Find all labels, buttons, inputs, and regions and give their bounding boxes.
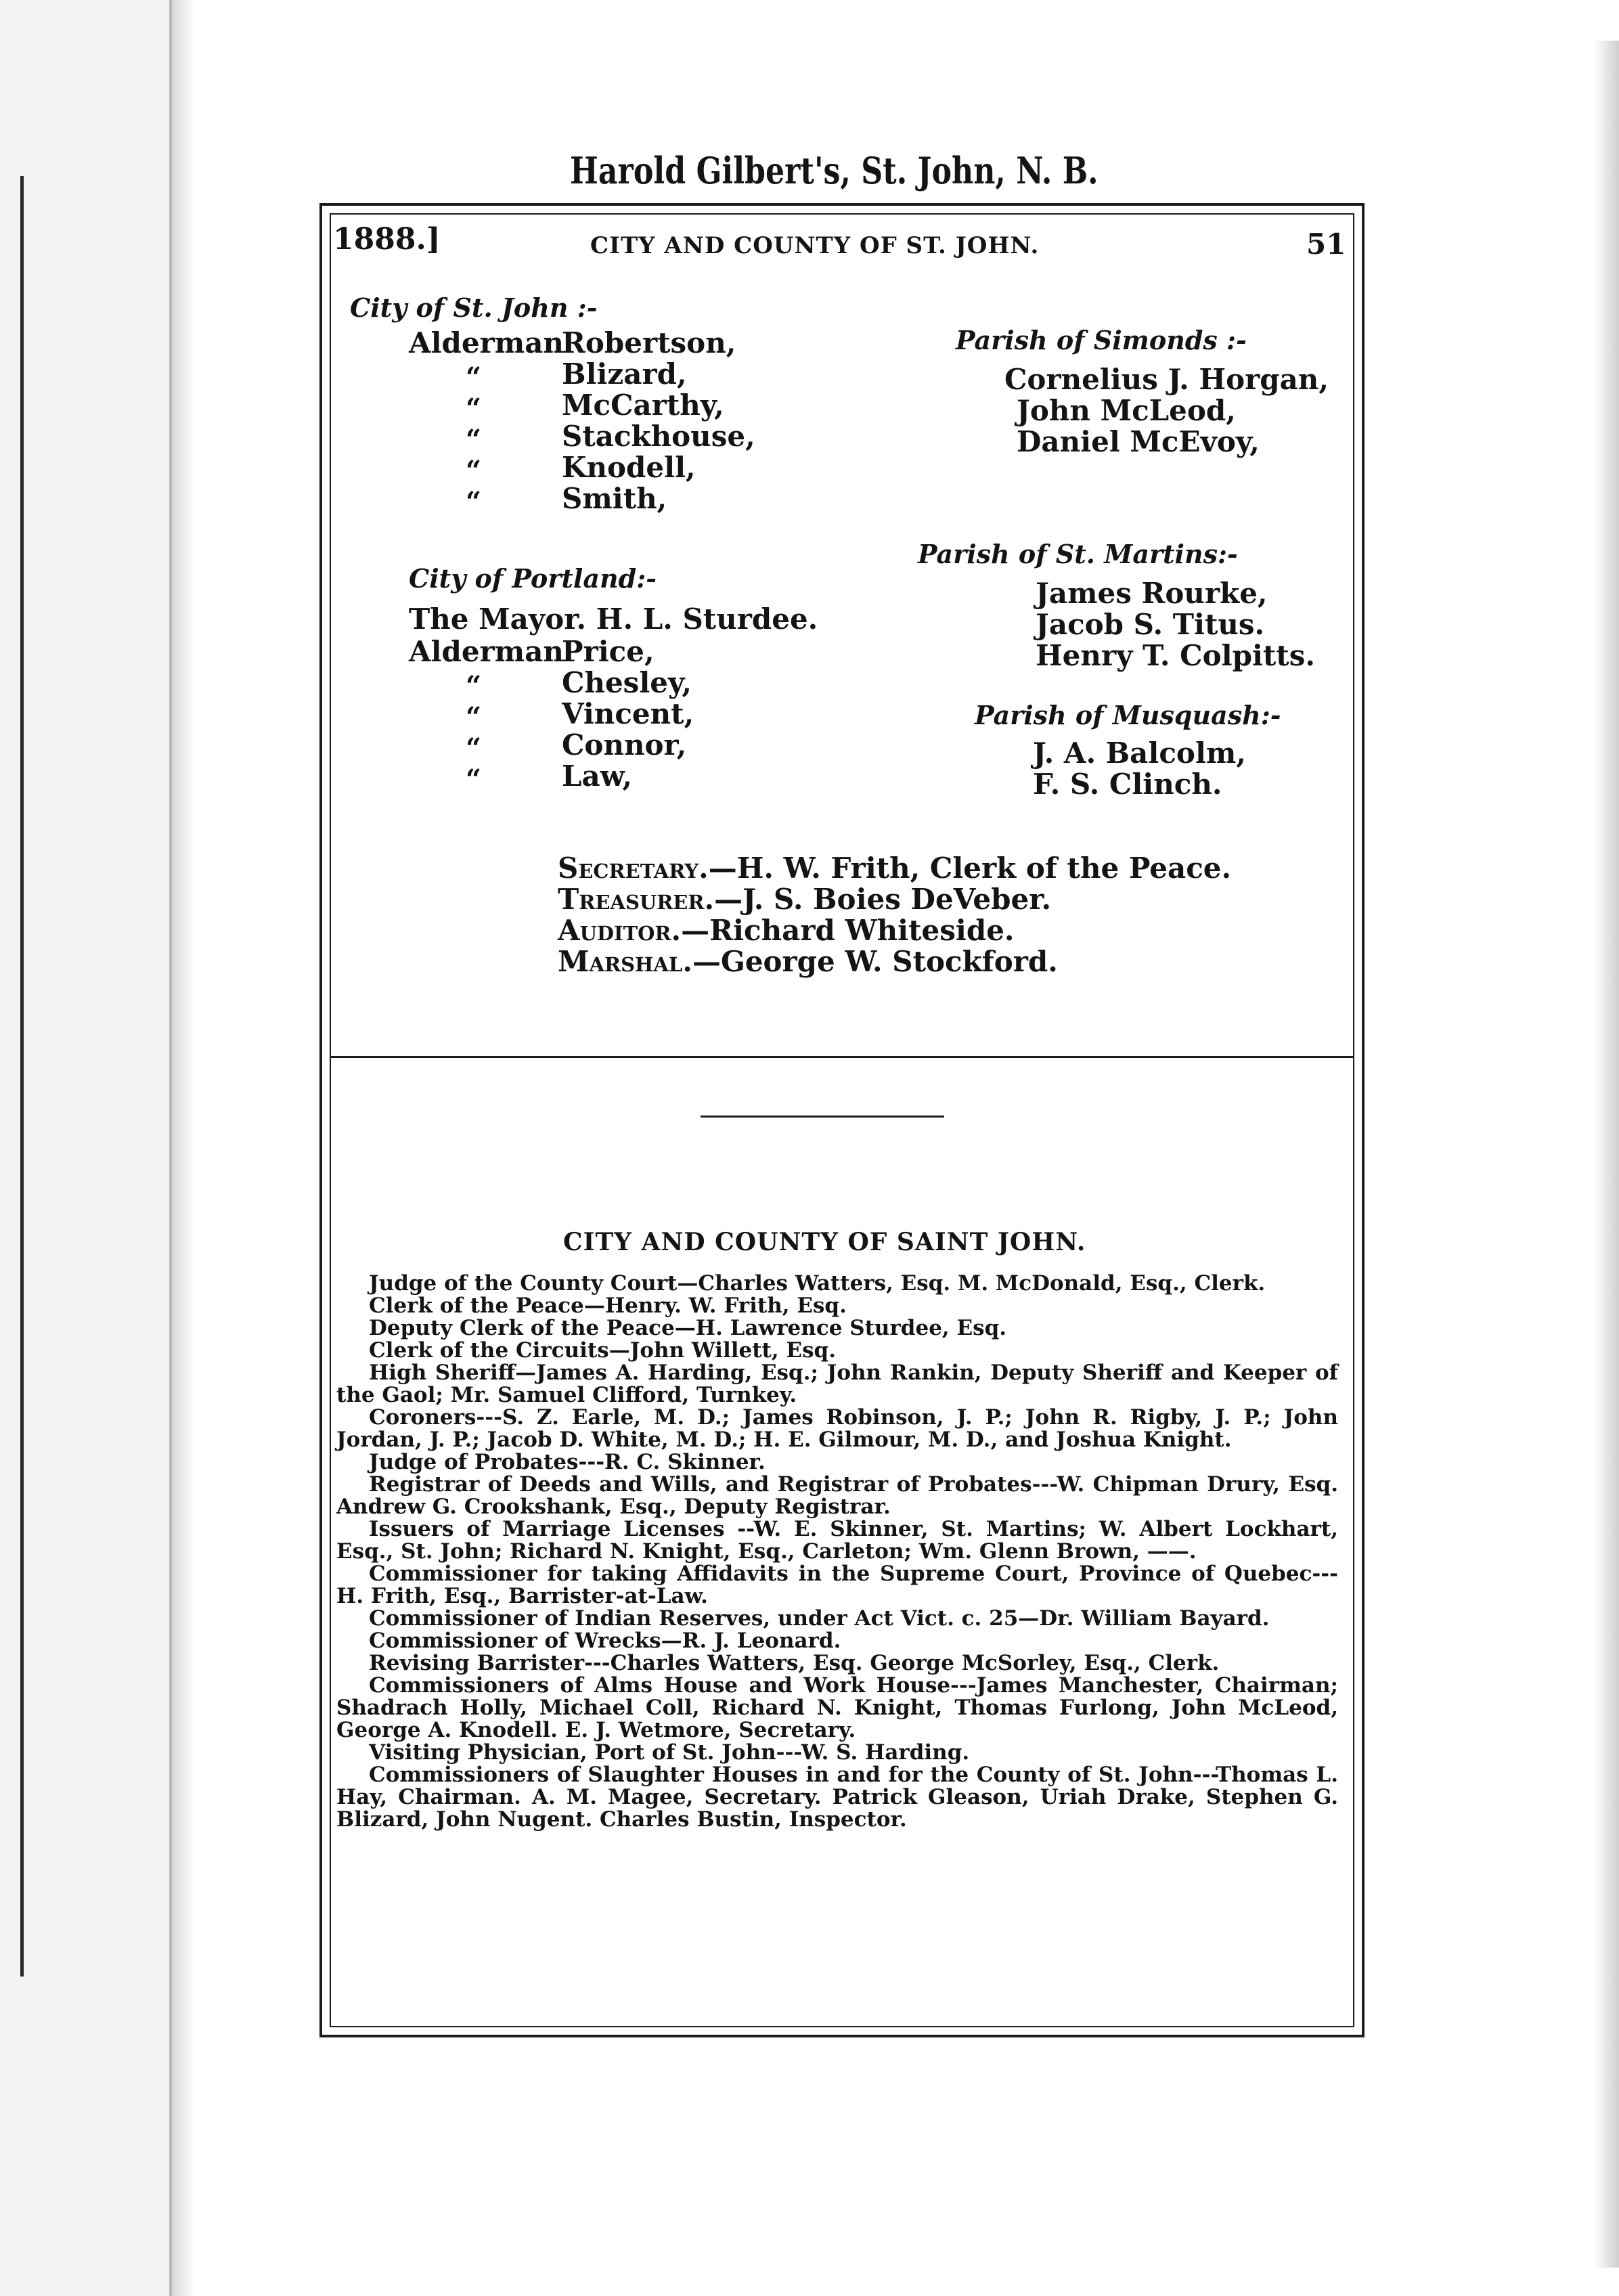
ditto-mark: “ [466,424,482,456]
officer-secretary [558,852,1231,885]
alderman-name: Knodell, [562,451,696,484]
city-portland-heading: City of Portland:- [409,563,657,594]
facing-page-edge [0,0,172,2296]
running-head-title: CITY AND COUNTY OF ST. JOHN. [590,232,1040,259]
alderman-name: Stackhouse, [562,420,755,453]
official-entry: Coroners---S. Z. Earle, M. D.; James Robinson, J. P.; John R. Rigby, J. P.; John Jordan, J. P.; Jacob D. White, M. D.; H. E. Gilmour, M. D., and Joshua Knight. [336,1405,1338,1452]
page-header: Harold Gilbert's, St. John, N. B. [570,149,1099,192]
official-entry: Registrar of Deeds and Wills, and Registrar of Probates---W. Chipman Drury, Esq. Andrew G. Crookshank, Esq., Deputy Registrar. [336,1472,1338,1519]
parish-member: Jacob S. Titus. [1036,608,1265,641]
book-gutter [172,0,195,2296]
official-entry: Revising Barrister---Charles Watters, Esq. George McSorley, Esq., Clerk. [369,1651,1220,1675]
portland-mayor: The Mayor. H. L. Sturdee. [409,602,818,636]
official-entry: Commissioner of Indian Reserves, under Act Vict. c. 25—Dr. William Bayard. [369,1606,1270,1631]
official-entry: Judge of Probates---R. C. Skinner. [369,1450,766,1474]
official-entry: Deputy Clerk of the Peace—H. Lawrence Sturdee, Esq. [369,1316,1007,1340]
parish-st-martins-heading: Parish of St. Martins:- [918,539,1238,569]
parish-member: Daniel McEvoy, [1017,425,1260,458]
section-heading: CITY AND COUNTY OF SAINT JOHN. [563,1228,1086,1256]
officer-name: —H. W. Frith, Clerk of the Peace. [708,852,1232,885]
frame-divider [330,1056,1354,1058]
official-entry: Commissioner for taking Affidavits in the Supreme Court, Province of Quebec---H. Frith, Esq., Barrister-at-Law. [336,1562,1338,1608]
alderman-title: Alderman [409,635,564,668]
alderman-name: McCarthy, [562,389,724,422]
officer-title: Treasurer. [558,883,715,916]
officials-list [336,1273,1338,1831]
officer-name: —J. S. Boies DeVeber. [714,883,1052,916]
ditto-mark: “ [466,670,482,702]
alderman-name: Robertson, [562,326,736,359]
ditto-mark: “ [466,361,482,393]
parish-member: Henry T. Colpitts. [1036,639,1315,672]
ditto-mark: “ [466,701,482,733]
ditto-mark: “ [466,486,482,518]
officer-name: —George W. Stockford. [692,945,1058,978]
official-entry: Commissioner of Wrecks—R. J. Leonard. [369,1629,841,1653]
official-entry: Issuers of Marriage Licenses --W. E. Skinner, St. Martins; W. Albert Lockhart, Esq., St. John; Richard N. Knight, Esq., Carleton; Wm. Glenn Brown, ——. [336,1517,1338,1564]
page-number: 51 [1306,227,1346,261]
officer-marshal [558,945,1058,978]
alderman-name: Vincent, [562,697,694,730]
parish-member: J. A. Balcolm, [1033,736,1246,770]
official-entry: High Sheriff—James A. Harding, Esq.; John Rankin, Deputy Sheriff and Keeper of the Gaol; Mr. Samuel Clifford, Turnkey. [336,1361,1338,1407]
facing-page-border [0,176,24,1977]
official-entry: Clerk of the Circuits—John Willett, Esq. [369,1338,837,1363]
alderman-name: Law, [562,759,633,793]
official-entry: Clerk of the Peace—Henry. W. Frith, Esq. [369,1294,847,1318]
alderman-name: Blizard, [562,357,687,391]
alderman-title: Alderman [409,326,564,359]
parish-member: F. S. Clinch. [1033,768,1222,801]
running-head-year: 1888.] [333,222,441,257]
officer-title: Auditor. [558,914,682,947]
parish-simonds-heading: Parish of Simonds :- [956,325,1247,355]
ditto-mark: “ [466,455,482,487]
parish-member: Cornelius J. Horgan, [1004,363,1329,396]
official-entry: Commissioners of Alms House and Work House---James Manchester, Chairman; Shadrach Holly, Michael Coll, Richard N. Knight, Thomas Furlong, John McLeod, George A. Knodell. E. J. Wetmore, Secretary. [336,1673,1338,1742]
ditto-mark: “ [466,393,482,424]
alderman-name: Chesley, [562,666,692,699]
ditto-mark: “ [466,732,482,764]
official-entry: Commissioners of Slaughter Houses in and for the County of St. John---Thomas L. Hay, Chairman. A. M. Magee, Secretary. Patrick Gleason, Uriah Drake, Stephen G. Blizard, John Nugent. Charles Bustin, Inspector. [336,1763,1338,1832]
ditto-mark: “ [466,764,482,795]
officer-treasurer [558,883,1051,916]
officer-auditor [558,914,1015,947]
city-st-john-heading: City of St. John :- [350,292,598,323]
officer-title: Marshal. [558,945,692,978]
officer-name: —Richard Whiteside. [681,914,1015,947]
section-rule [701,1116,944,1118]
alderman-name: Price, [562,635,655,668]
officer-title: Secretary. [558,852,709,885]
alderman-name: Smith, [562,482,667,515]
parish-musquash-heading: Parish of Musquash:- [975,700,1281,730]
page-edge-shadow [1594,41,1619,2268]
alderman-name: Connor, [562,728,687,761]
parish-member: John McLeod, [1017,394,1236,427]
official-entry: Visiting Physician, Port of St. John---W. S. Harding. [369,1740,970,1765]
parish-member: James Rourke, [1036,577,1268,610]
official-entry: Judge of the County Court—Charles Watters, Esq. M. McDonald, Esq., Clerk. [369,1271,1266,1296]
